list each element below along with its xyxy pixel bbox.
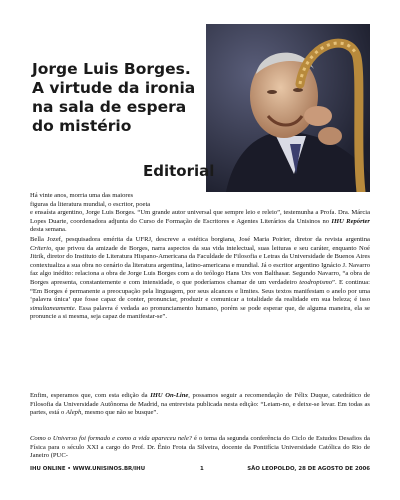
text-run: , que privou da amizade de Borges, narra aspectos da sua vida intelectual, suas leituras e seu caráter, enquanto Noé Jitrik, diretor do Instituto de Literatura Hispano-Americana da Faculdade de Filosofia e Letras da Universidade de Buenos Aires contextualiza a sua obra no cenário da literatura argentina, latino-americana e mundial. Já o escritor argentino Ignácio J. Navarro faz algo inédito: relaciona a obra de Jorge Luis Borges com a do teólogo Hans Urs von Balthasar. Segundo Navarro, “a obra de Borges apresenta, constantemente e com intensidade, o que poderíamos chamar de um verdadeiro (30, 244, 370, 286)
footer-publication: IHU ONLINE • WWW.UNISINOS.BR/IHU (30, 466, 146, 472)
footer-date: SÃO LEOPOLDO, 28 DE AGOSTO DE 2006 (247, 466, 370, 472)
publication-name: IHU On-Line (150, 392, 189, 399)
title-line: na sala de espera (32, 98, 187, 116)
title-line: A virtude da ironia (32, 79, 196, 97)
paragraph-intro (30, 192, 208, 209)
text-run: Criterio (30, 244, 52, 252)
text-run: ”. E continua: “Em Borges é permanente a preocupação pela linguagem, por seus alcances e limites. Seus textos manifestam o anelo por uma ‘palavra única’ que fosse capaz de conter, pronunciar, produzir e comunicar a totalidade da realidade em sua beleza; é isso (30, 278, 371, 304)
paragraph-intro-cont (30, 209, 370, 235)
text-run: , mesmo que não se busque”. (81, 409, 159, 417)
text-run: é o tema da segunda conferência do Ciclo de Estudos Desafios da Física para o século XXI a cargo do Prof. Dr. Ênio Frota da Silveira, docente da Pontifícia Universidade Católica do Rio de Janeiro (PUC- (30, 435, 370, 460)
text-line: Há vinte anos, morria uma das maiores (30, 192, 134, 199)
text-run: Enfim, esperamos que, com esta edição da (30, 392, 151, 399)
publication-name: IHU Repórter (331, 217, 370, 225)
text-run: , possamos seguir a recomendação de Félix Duque, catedrático de Filosofia da Universidade Autônoma de Madrid, na entrevista publicada nesta edição: “Leiam-no, e deixe-se levar. Em todas as partes, está o (30, 392, 371, 417)
text-run: releio”, testemunha a Profa. Dra. Márcia Lopes Duarte, coordenadora adjunta do Curso de Formação de Escritores e Agentes Literários da Unisinos no (30, 209, 370, 225)
borges-photo (206, 24, 370, 192)
paragraph-conference (30, 435, 370, 461)
title-line: do mistério (32, 117, 132, 135)
page-number: 1 (200, 466, 204, 472)
text-run: Bella Jozef, pesquisadora emérita da UFRJ, descreve a estética borgiana, José Maria Poirier, diretor da revista argentina (30, 236, 370, 243)
section-label: Editorial (143, 162, 215, 180)
text-run: desta semana. (30, 226, 67, 234)
paragraph-body (30, 236, 370, 322)
borges-photo-illustration (206, 24, 370, 192)
title-line: Jorge Luis Borges. (32, 60, 191, 78)
text-run: Aleph (65, 409, 82, 417)
text-line: e ensaísta argentino, Jorge Luis Borges. “Um grande autor universal que sempre leio e (30, 209, 261, 216)
text-line: figuras da literatura mundial, o escritor, poeta (30, 200, 151, 208)
text-run: simultaneamente (30, 304, 75, 312)
paragraph-closing (30, 392, 370, 418)
page-footer (30, 466, 370, 476)
text-run: Como o Universo foi formado e como a vida apareceu nele? (30, 435, 193, 442)
text-run: teodropismo (299, 278, 333, 286)
article-title (32, 60, 202, 136)
text-run: . Essa palavra é vedada ao pronunciamento humano, porém se pode esperar que, de alguma maneira, ela se pronuncie a si mesma, seja capaz de manifestar-se”. (30, 304, 370, 321)
